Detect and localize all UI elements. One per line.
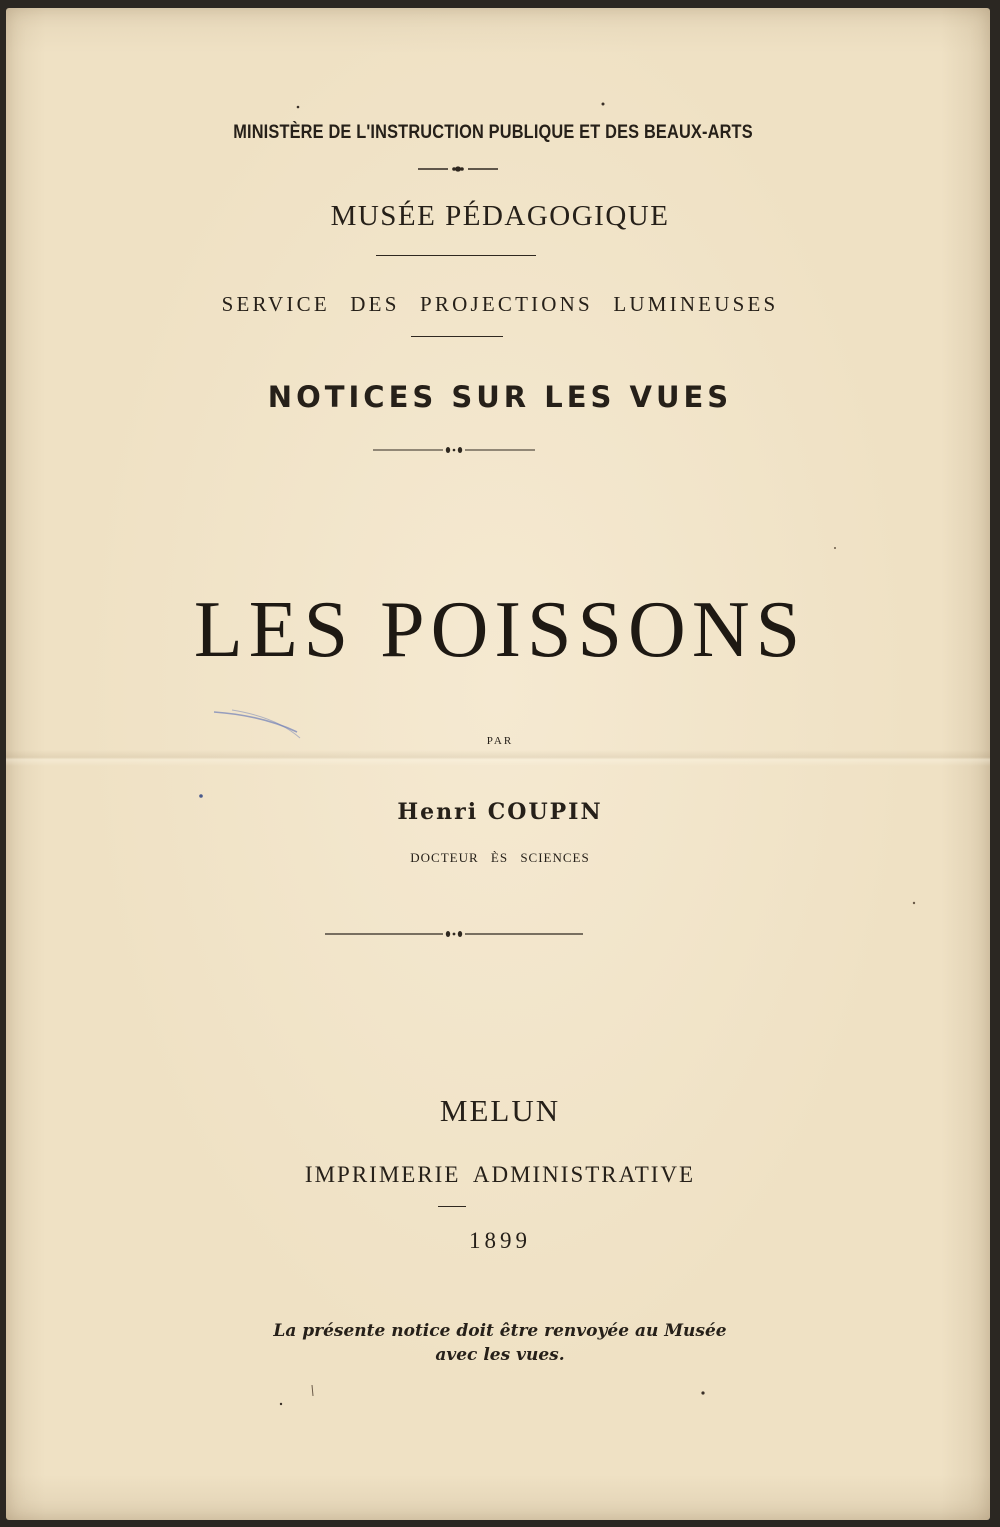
museum-heading: MUSÉE PÉDAGOGIQUE	[330, 200, 670, 232]
service-heading: SERVICE DES PROJECTIONS LUMINEUSES	[221, 292, 779, 316]
author-name: Henri COUPIN	[397, 799, 603, 825]
publication-city: MELUN	[439, 1093, 561, 1128]
printer-name: IMPRIMERIE ADMINISTRATIVE	[304, 1162, 696, 1187]
author-degree: DOCTEUR ÈS SCIENCES	[410, 850, 590, 865]
book-title: LES POISSONS	[193, 586, 807, 674]
by-label: PAR	[486, 735, 514, 747]
ministry-heading: MINISTÈRE DE L'INSTRUCTION PUBLIQUE ET DES BEAUX-ARTS	[233, 122, 753, 143]
series-heading: NOTICES SUR LES VUES	[267, 380, 733, 414]
publication-year: 1899	[469, 1228, 531, 1253]
return-notice-line-1: La présente notice doit être renvoyée au Musée	[273, 1321, 727, 1341]
return-notice-line-2: avec les vues.	[435, 1345, 565, 1365]
